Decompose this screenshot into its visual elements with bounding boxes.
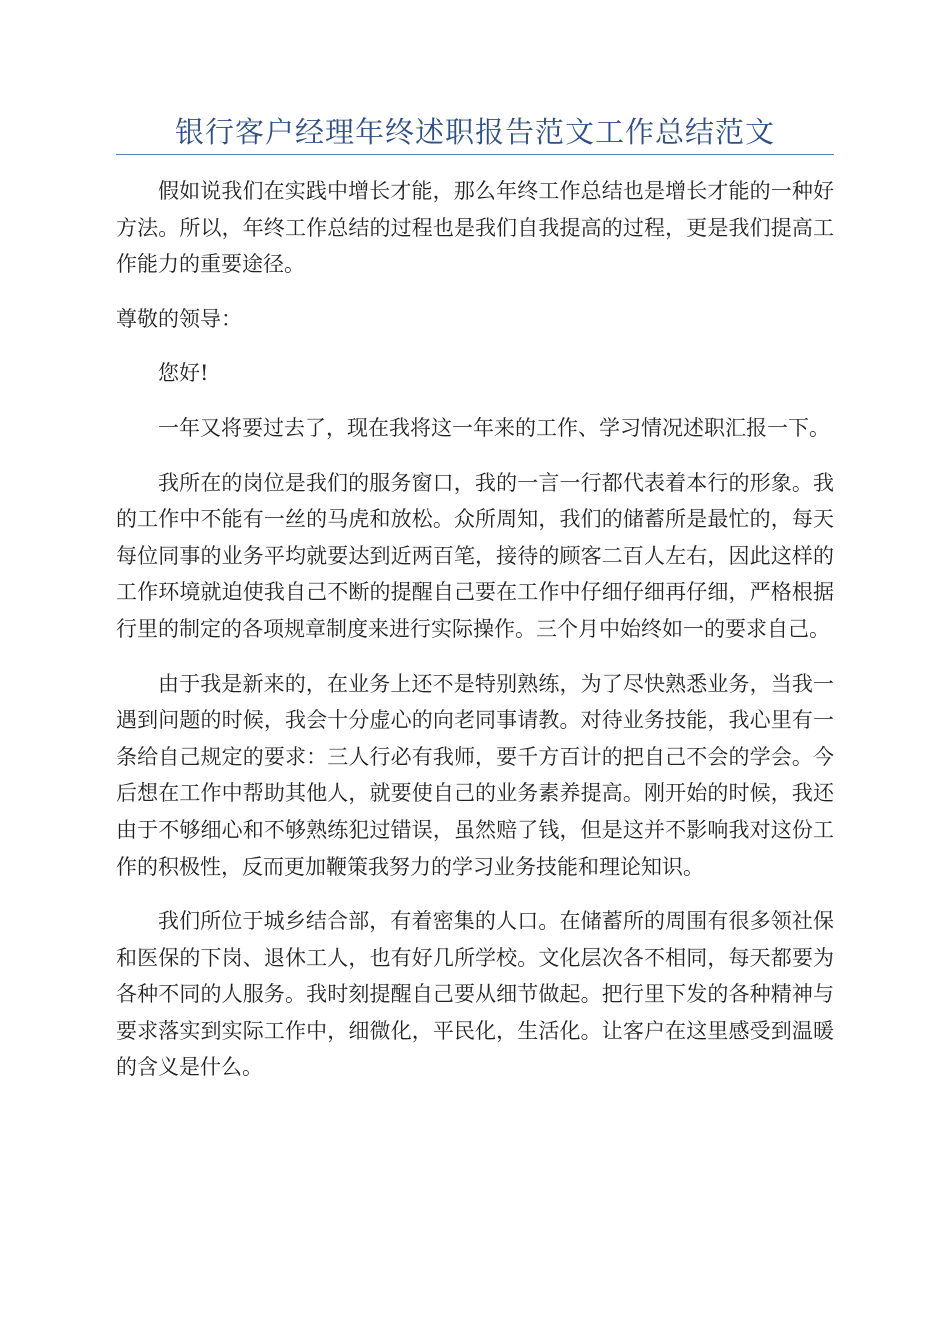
paragraph-position: 我所在的岗位是我们的服务窗口，我的一言一行都代表着本行的形象。我的工作中不能有一丝的马虎和放松。众所周知，我们的储蓄所是最忙的，每天每位同事的业务平均就要达到近两百笔，接待的顾客二百人左右，因此这样的工作环境就迫使我自己不断的提醒自己要在工作中仔细仔细再仔细，严格根据行里的制定的各项规章制度来进行实际操作。三个月中始终如一的要求自己。	[116, 470, 834, 641]
document-body	[116, 173, 834, 1104]
paragraph-service: 我们所位于城乡结合部，有着密集的人口。在储蓄所的周围有很多领社保和医保的下岗、退休工人，也有好几所学校。文化层次各不相同，每天都要为各种不同的人服务。我时刻提醒自己要从细节做起。把行里下发的各种精神与要求落实到实际工作中，细微化，平民化，生活化。让客户在这里感受到温暖的含义是什么。	[116, 909, 834, 1080]
paragraph-learning: 由于我是新来的，在业务上还不是特别熟练，为了尽快熟悉业务，当我一遇到问题的时候，我会十分虚心的向老同事请教。对待业务技能，我心里有一条给自己规定的要求：三人行必有我师，要千方百计的把自己不会的学会。今后想在工作中帮助其他人，就要使自己的业务素养提高。刚开始的时候，我还由于不够细心和不够熟练犯过错误，虽然赔了钱，但是这并不影响我对这份工作的积极性，反而更加鞭策我努力的学习业务技能和理论知识。	[116, 671, 834, 879]
paragraph-greeting: 您好!	[158, 361, 209, 386]
paragraph-opening: 一年又将要过去了，现在我将这一年来的工作、学习情况述职汇报一下。	[158, 415, 830, 440]
title-underline	[116, 154, 834, 155]
document-title: 银行客户经理年终述职报告范文工作总结范文	[174, 115, 775, 149]
paragraph-intro: 假如说我们在实践中增长才能，那么年终工作总结也是增长才能的一种好方法。所以，年终工作总结的过程也是我们自我提高的过程，更是我们提高工作能力的重要途径。	[116, 179, 834, 277]
paragraph-salutation: 尊敬的领导：	[116, 306, 242, 331]
